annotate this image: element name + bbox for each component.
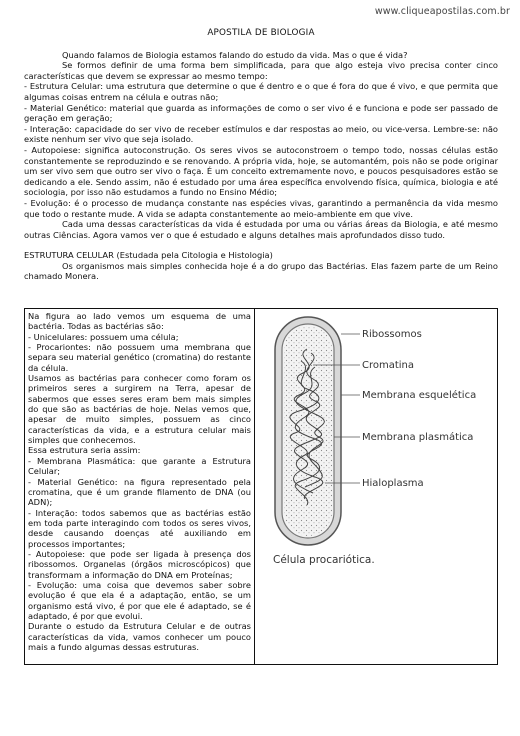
section-paragraph: Os organismos mais simples conhecida hoje é a do grupo das Bactérias. Elas fazem parte de um Reino chamado Monera. [24,260,498,282]
box-paragraph: - Evolução: uma coisa que devemos saber sobre evolução é que ela é a adaptação, então, se um organismo está vivo, é por que ele é adaptado, se é adaptado, é por que evolui. [28,579,251,621]
box-paragraph: - Procariontes: não possuem uma membrana que separa seu material genético (cromatina) do restante da célula. [28,342,251,373]
intro-paragraph: Se formos definir de uma forma bem simplificada, para que algo esteja vivo precisa conter cinco características que devem se expressar ao mesmo tempo: [24,60,498,81]
box-paragraph: Essa estrutura seria assim: [28,445,141,456]
intro-list-item: - Material Genético: material que guarda as informações de como o ser vivo é e funciona e pode ser passado de geração em geração; [24,102,498,124]
box-paragraph: Na figura ao lado vemos um esquema de uma bactéria. Todas as bactérias são: [28,311,251,332]
label-plasma-membrane: Membrana plasmática [362,432,474,443]
label-skeletal-membrane: Membrana esquelética [362,390,477,401]
intro-list-item: - Estrutura Celular: uma estrutura que determine o que é dentro e o que é fora do que é vivo, e que permita que algumas coisas entrem na célula e outras não; [24,81,498,102]
box-paragraph: Durante o estudo da Estrutura Celular e de outras características da vida, vamos conhecer um pouco mais a fundo algumas dessas estruturas. [28,621,251,652]
bacteria-text-cell [25,309,255,664]
intro-list-item: - Autopoiese: significa autoconstrução. Os seres vivos se autoconstroem o tempo todo, nossas células estão constantemente se reproduzindo e se renovando. A própria vida, hoje, se automantém, pois não se pode originar um ser vivo sem que outro ser vivo o faça. É um conceito extremamente novo, e poucos pesquisadores estão se dedicando a ele. Sendo assim, não é estudado por uma área específica envolvendo física, química, biologia e até sociologia, por isso não estudamos a fundo no Ensino Médio; [24,144,498,198]
box-paragraph: Usamos as bactérias para conhecer como foram os primeiros seres a surgirem na Terra, apesar de sabermos que esses seres eram bem mais simples do que são as bactérias de hoje. Nelas vemos que, apesar de muito simples, possuem as cinco características da vida, e a estrutura celular mais simples que conhecemos. [28,373,251,446]
label-chromatin: Cromatina [362,360,415,371]
box-paragraph: - Material Genético: na figura representado pela cromatina, que é um grande filamento de DNA (ou ADN); [28,476,251,508]
cytoplasm-shape [284,326,332,536]
label-hyaloplasm: Hialoplasma [362,478,424,489]
document-body [24,28,498,282]
intro-list-item: - Evolução: é o processo de mudança constante nas espécies vivas, garantindo a permanência da vida mesmo que todo o restante mude. A vida se adapta constantemente ao meio-ambiente em que vive. [24,197,498,219]
document-title: APOSTILA DE BIOLOGIA [207,28,315,38]
bacteria-table [24,308,498,665]
section-heading: ESTRUTURA CELULAR (Estudada pela Citologia e Histologia) [24,250,273,261]
intro-paragraph: Cada uma dessas características da vida é estudada por uma ou várias áreas da Biologia, e até mesmo outras Ciências. Agora vamos ver o que é estudado e alguns detalhes mais aprofundados disso tudo. [24,219,498,240]
figure-caption: Célula procariótica. [273,554,375,566]
intro-list-item: - Interação: capacidade do ser vivo de receber estímulos e dar respostas ao meio, ou vice-versa. Lembre-se: não existe nenhum ser vivo que seja isolado. [24,123,498,145]
box-paragraph: - Membrana Plasmática: que garante a Estrutura Celular; [28,455,251,477]
box-paragraph: - Interação: todos sabemos que as bactérias estão em toda parte interagindo com todos os seres vivos, desde causando doenças até auxiliando em processos importantes; [28,507,251,549]
prokaryotic-cell-diagram [255,309,497,554]
box-paragraph: - Unicelulares: possuem uma célula; [28,331,179,342]
label-ribosomes: Ribossomos [362,329,422,340]
intro-paragraph: Quando falamos de Biologia estamos falando do estudo da vida. Mas o que é vida? [62,49,408,60]
box-paragraph: - Autopoiese: que pode ser ligada à presença dos ribossomos. Organelas (órgãos microscópicos) que transformam a informação do DNA em Proteínas; [28,548,251,580]
bacteria-figure-cell [255,309,497,664]
site-watermark: www.cliqueapostilas.com.br [374,6,510,17]
